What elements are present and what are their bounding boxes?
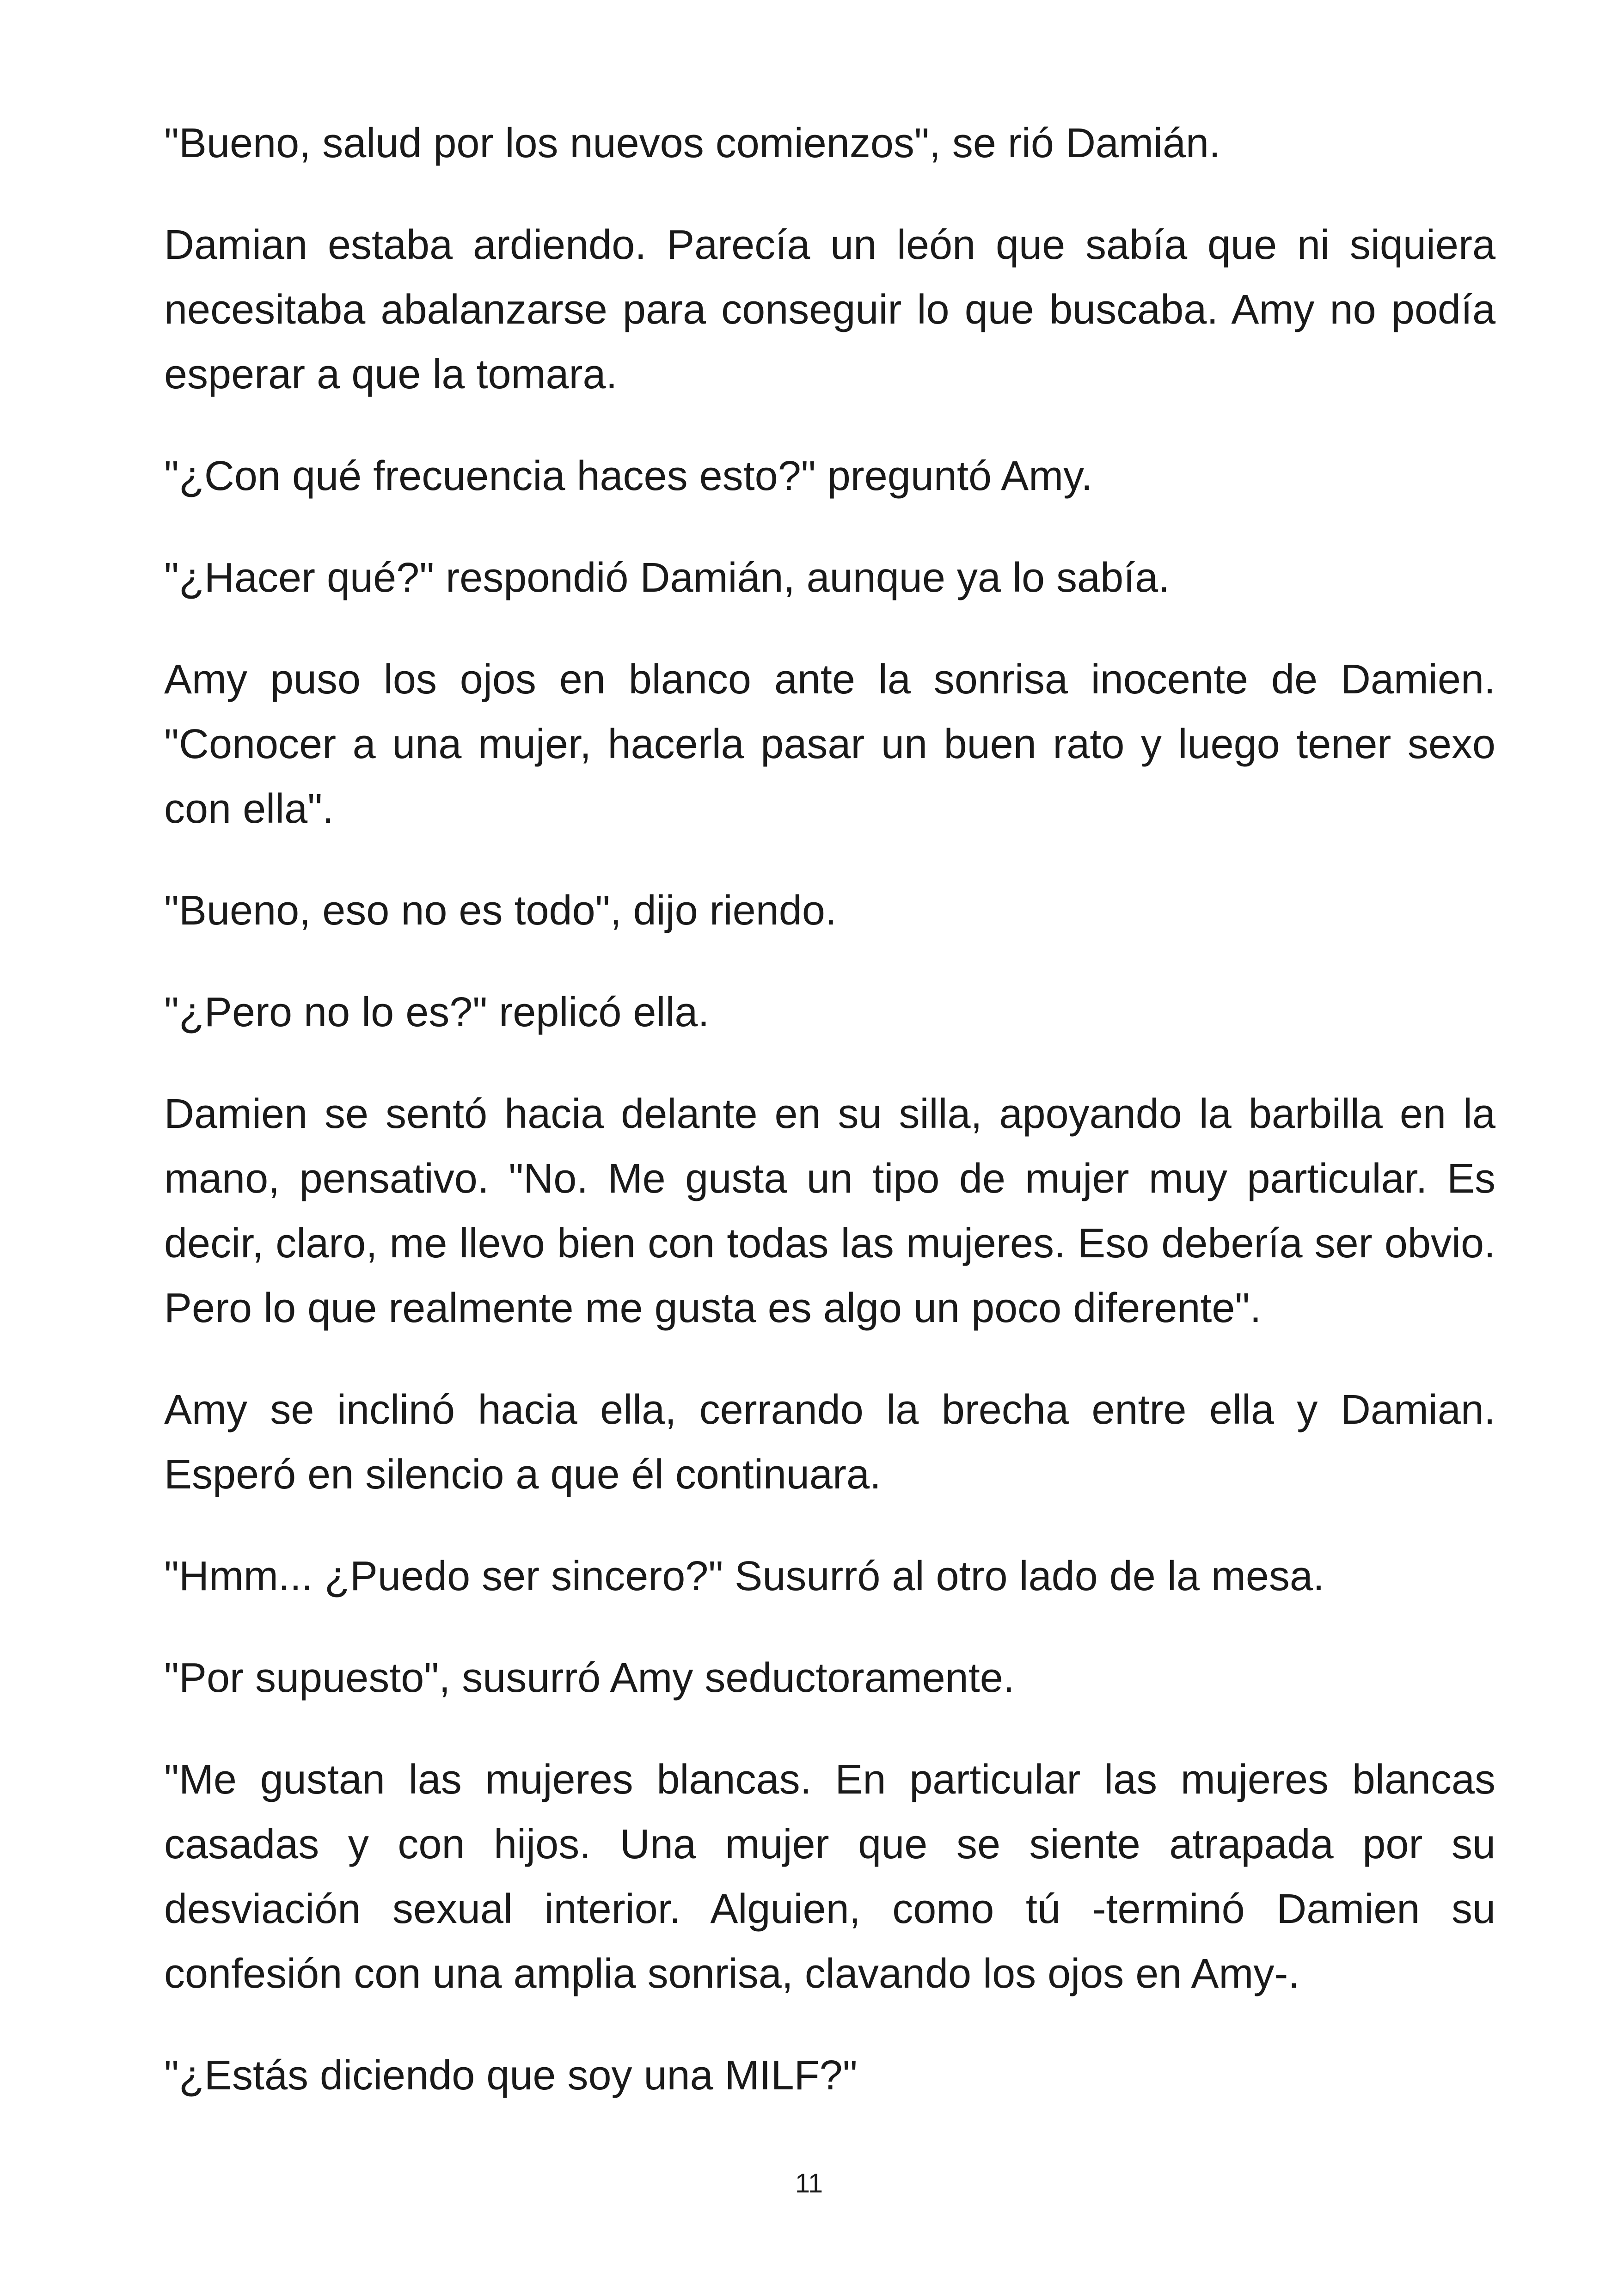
paragraph: "Bueno, eso no es todo", dijo riendo. [164, 888, 837, 934]
paragraph: "Hmm... ¿Puedo ser sincero?" Susurró al otro lado de la mesa. [164, 1553, 1324, 1599]
paragraph: Amy puso los ojos en blanco ante la sonrisa inocente de Damien. "Conocer a una mujer, hacerla pasar un buen rato y luego tener sexo con ella". [164, 656, 1495, 832]
paragraph: "Me gustan las mujeres blancas. En particular las mujeres blancas casadas y con hijos. Una mujer que se siente atrapada por su desviación sexual interior. Alguien, como tú -terminó Damien su confesión con una amplia sonrisa, clavando los ojos en Amy-. [164, 1757, 1495, 1997]
paragraph: Amy se inclinó hacia ella, cerrando la brecha entre ella y Damian. Esperó en silencio a que él continuara. [164, 1387, 1495, 1498]
paragraph: "Por supuesto", susurró Amy seductoramente. [164, 1655, 1015, 1701]
paragraph: "Bueno, salud por los nuevos comienzos", se rió Damián. [164, 120, 1221, 166]
paragraph: "¿Hacer qué?" respondió Damián, aunque ya lo sabía. [164, 555, 1170, 601]
paragraph: "¿Pero no lo es?" replicó ella. [164, 989, 710, 1035]
paragraph: Damian estaba ardiendo. Parecía un león que sabía que ni siquiera necesitaba abalanzarse para conseguir lo que buscaba. Amy no podía esperar a que la tomara. [164, 222, 1495, 398]
paragraph: "¿Estás diciendo que soy una MILF?" [164, 2052, 858, 2099]
paragraph: Damien se sentó hacia delante en su silla, apoyando la barbilla en la mano, pensativo. "No. Me gusta un tipo de mujer muy particular. Es decir, claro, me llevo bien con todas las mujeres. Eso debería ser obvio. Pero lo que realmente me gusta es algo un poco diferente". [164, 1091, 1495, 1331]
page-number: 11 [795, 2168, 823, 2198]
document-body [164, 111, 1495, 2145]
paragraph: "¿Con qué frecuencia haces esto?" preguntó Amy. [164, 453, 1093, 499]
